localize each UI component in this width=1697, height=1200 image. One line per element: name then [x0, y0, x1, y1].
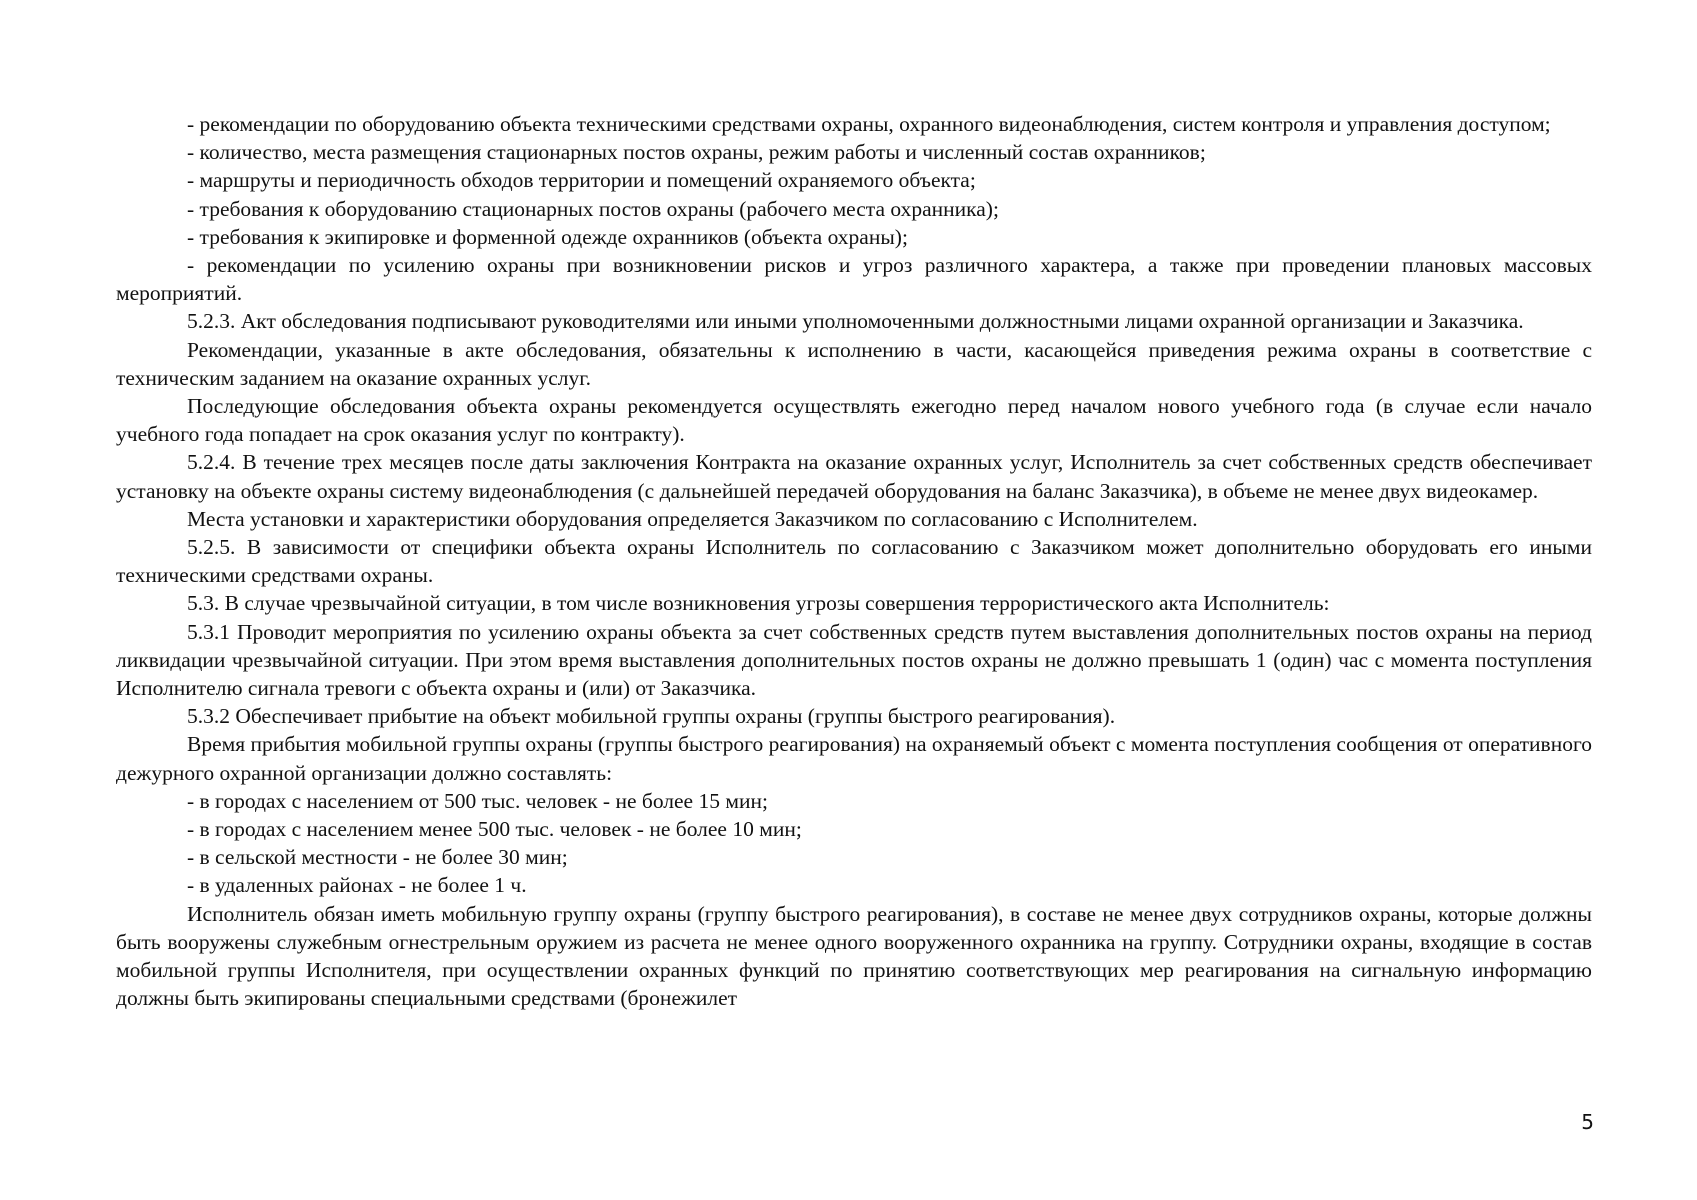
paragraph-12: 5.2.5. В зависимости от специфики объекта охраны Исполнитель по согласованию с Заказчиком может дополнительно оборудовать его иными техническими средствами охраны. — [116, 535, 1592, 588]
paragraph-20: - в удаленных районах - не более 1 ч. — [187, 873, 527, 898]
page-number: 5 — [1581, 1110, 1594, 1134]
paragraph-19: - в сельской местности - не более 30 мин; — [187, 845, 568, 870]
paragraph-10: 5.2.4. В течение трех месяцев после даты заключения Контракта на оказание охранных услуг, Исполнитель за счет собственных средств обеспечивает установку на объекте охраны систему видеонаблюдения (с дальнейшей передачей оборудования на баланс Заказчика), в объеме не менее двух видеокамер. — [116, 450, 1592, 503]
paragraph-21: Исполнитель обязан иметь мобильную группу охраны (группу быстрого реагирования), в составе не менее двух сотрудников охраны, которые должны быть вооружены служебным огнестрельным оружием из расчета не менее одного вооруженного охранника на группу. Сотрудники охраны, входящие в состав мобильной группы Исполнителя, при осуществлении охранных функций по принятию соответствующих мер реагирования на сигнальную информацию должны быть экипированы специальными средствами (бронежилет — [116, 901, 1592, 1011]
paragraph-9: Последующие обследования объекта охраны рекомендуется осуществлять ежегодно перед началом нового учебного года (в случае если начало учебного года попадает на срок оказания услуг по контракту). — [116, 394, 1592, 447]
paragraph-16: Время прибытия мобильной группы охраны (группы быстрого реагирования) на охраняемый объект с момента поступления сообщения от оперативного дежурного охранной организации должно составлять: — [116, 732, 1592, 785]
paragraph-17: - в городах с населением от 500 тыс. человек - не более 15 мин; — [187, 788, 768, 813]
paragraph-14: 5.3.1 Проводит мероприятия по усилению охраны объекта за счет собственных средств путем выставления дополнительных постов охраны на период ликвидации чрезвычайной ситуации. При этом время выставления дополнительных постов охраны не должно превышать 1 (один) час с момента поступления Исполнителю сигнала тревоги с объекта охраны и (или) от Заказчика. — [116, 619, 1592, 701]
paragraph-6: - рекомендации по усилению охраны при возникновении рисков и угроз различного характера, а также при проведении плановых массовых мероприятий. — [116, 253, 1592, 306]
paragraph-3: - маршруты и периодичность обходов территории и помещений охраняемого объекта; — [187, 168, 976, 193]
paragraph-11: Места установки и характеристики оборудования определяется Заказчиком по согласованию с Исполнителем. — [187, 506, 1198, 531]
paragraph-7: 5.2.3. Акт обследования подписывают руководителями или иными уполномоченными должностными лицами охранной организации и Заказчика. — [187, 309, 1524, 334]
paragraph-5: - требования к экипировке и форменной одежде охранников (объекта охраны); — [187, 224, 908, 249]
paragraph-13: 5.3. В случае чрезвычайной ситуации, в том числе возникновения угрозы совершения террористического акта Исполнитель: — [187, 591, 1330, 616]
paragraph-2: - количество, места размещения стационарных постов охраны, режим работы и численный состав охранников; — [187, 140, 1206, 165]
paragraph-1: - рекомендации по оборудованию объекта техническими средствами охраны, охранного видеонаблюдения, систем контроля и управления доступом; — [187, 112, 1551, 136]
paragraph-18: - в городах с населением менее 500 тыс. человек - не более 10 мин; — [187, 817, 802, 842]
document-body — [116, 110, 1592, 1013]
paragraph-8: Рекомендации, указанные в акте обследования, обязательны к исполнению в части, касающейся приведения режима охраны в соответствие с техническим заданием на оказание охранных услуг. — [116, 337, 1592, 390]
paragraph-15: 5.3.2 Обеспечивает прибытие на объект мобильной группы охраны (группы быстрого реагирования). — [187, 704, 1116, 729]
paragraph-4: - требования к оборудованию стационарных постов охраны (рабочего места охранника); — [187, 196, 999, 221]
